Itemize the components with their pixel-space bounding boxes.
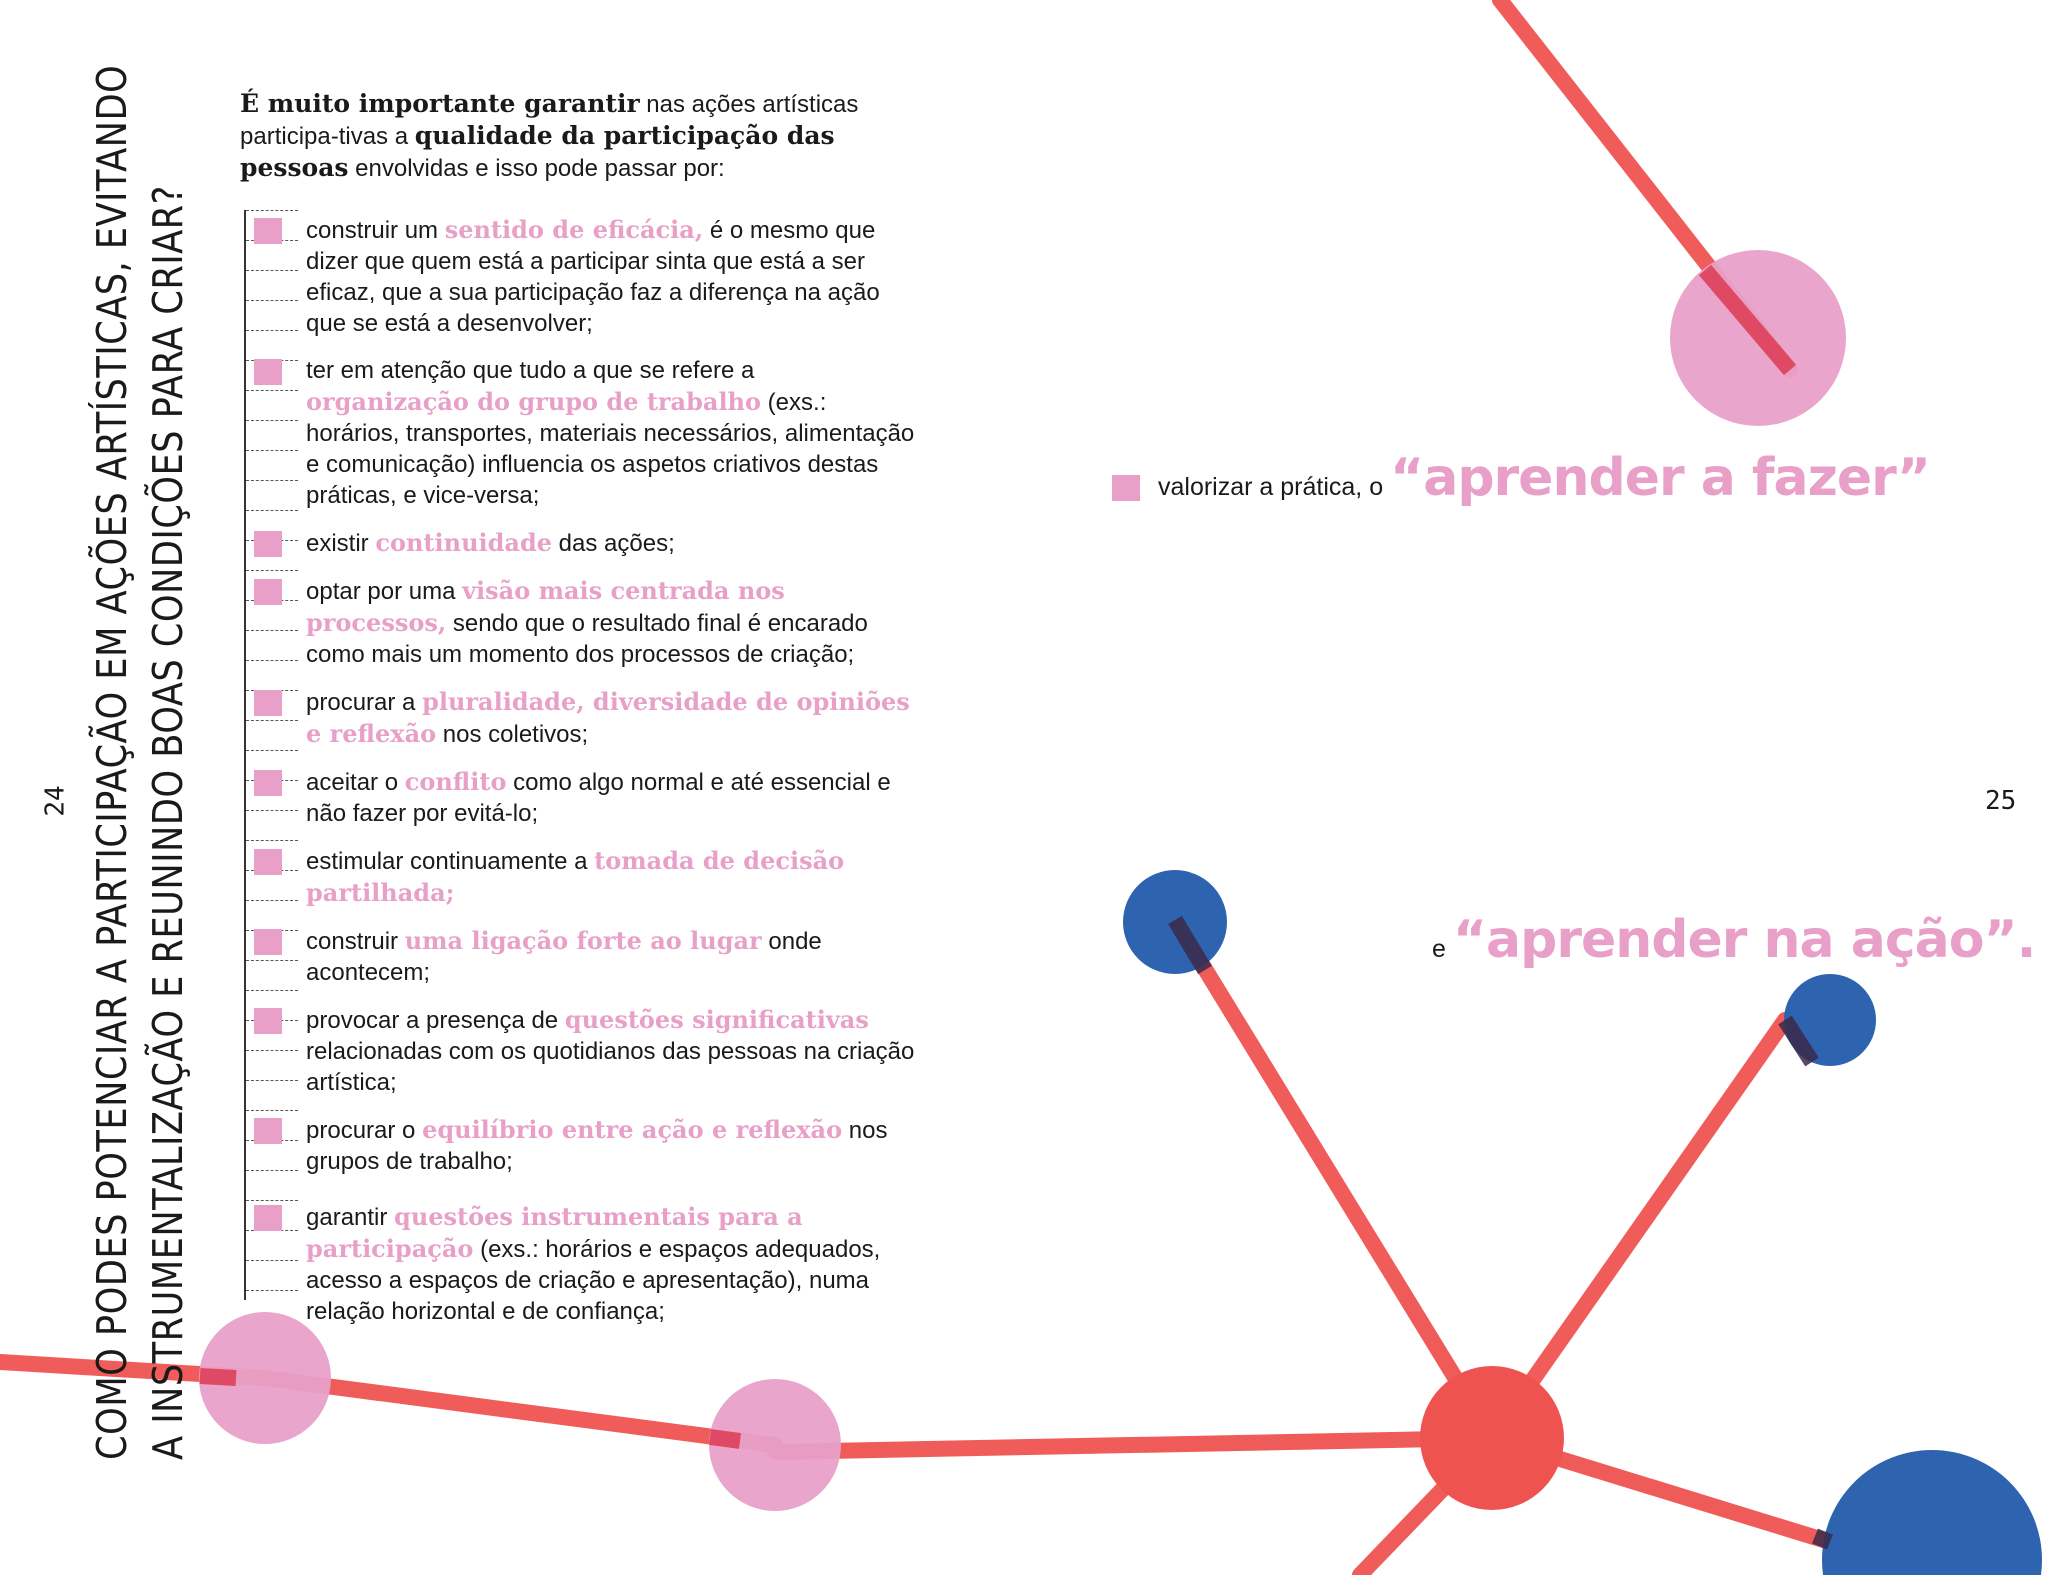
pink-square-bullet [254,531,282,557]
pink-square-bullet [254,359,282,385]
right-page [1000,0,2047,1575]
vertical-title [84,0,196,1460]
intro-text-2: envolvidas e isso pode passar por: [348,155,725,182]
intro-bold-2: qualidade da participação das pessoas [240,121,835,182]
callout-aprender-a-fazer [1112,448,1930,508]
pink-square-bullet [254,218,282,244]
list-item: construir uma ligação forte ao lugar onde acontecem; [240,925,920,988]
list-item: procurar a pluralidade, diversidade de opiniões e reflexão nos coletivos; [240,686,920,750]
title-line-2: A INSTRUMENTALIZAÇÃO E REUNINDO BOAS CONDIÇÕES PARA CRIAR? [144,185,192,1460]
pink-square-bullet [254,849,282,875]
callout2-end: . [2016,910,2036,970]
pink-square-bullet [254,929,282,955]
pink-square-bullet [254,1008,282,1034]
list-item: ter em atenção que tudo a que se refere a organização do grupo de trabalho (exs.: horários, transportes, materiais necessários, alimentação e comunicação) influencia os aspetos criativos destas práticas, e vice-versa; [240,355,920,511]
callout2-big-text: “aprender na ação” [1452,910,2017,970]
pink-square-bullet [254,690,282,716]
intro-paragraph [240,88,940,184]
list-item: procurar o equilíbrio entre ação e reflexão nos grupos de trabalho; [240,1114,920,1177]
callout1-text: valorizar a prática, o [1158,473,1391,501]
list-item: provocar a presença de questões significativas relacionadas com os quotidianos das pessoas na criação artística; [240,1004,920,1098]
list-item: existir continuidade das ações; [240,527,920,559]
checklist [240,214,920,1327]
list-item: estimular continuamente a tomada de decisão partilhada; [240,845,920,909]
pink-square-bullet [254,770,282,796]
callout1-big-text: “aprender a fazer” [1390,448,1930,508]
pink-square-bullet [254,579,282,605]
intro-text-1: nas ações artísticas participa-tivas a [240,91,859,150]
callout2-text: e [1432,935,1453,963]
list-item: construir um sentido de eficácia, é o mesmo que dizer que quem está a participar sinta que está a ser eficaz, que a sua participação faz a diferença na ação que se está a desenvolver; [240,214,920,339]
pink-square-bullet [1112,475,1140,501]
pink-square-bullet [254,1118,282,1144]
left-page [0,0,1000,1575]
intro-bold-1: É muito importante garantir [240,89,640,118]
title-line-1: COMO PODES POTENCIAR A PARTICIPAÇÃO EM AÇÕES ARTÍSTICAS, EVITANDO [88,64,136,1460]
pink-square-bullet [254,1205,282,1231]
list-item: optar por uma visão mais centrada nos processos, sendo que o resultado final é encarado como mais um momento dos processos de criação; [240,575,920,670]
page-number-right: 25 [1985,786,2017,816]
list-item: garantir questões instrumentais para a participação (exs.: horários e espaços adequados, acesso a espaços de criação e apresentação), numa relação horizontal e de confiança; [240,1201,920,1327]
page-number-left: 24 [40,785,71,817]
list-item: aceitar o conflito como algo normal e até essencial e não fazer por evitá-lo; [240,766,920,829]
callout-aprender-na-acao [1432,910,2035,970]
